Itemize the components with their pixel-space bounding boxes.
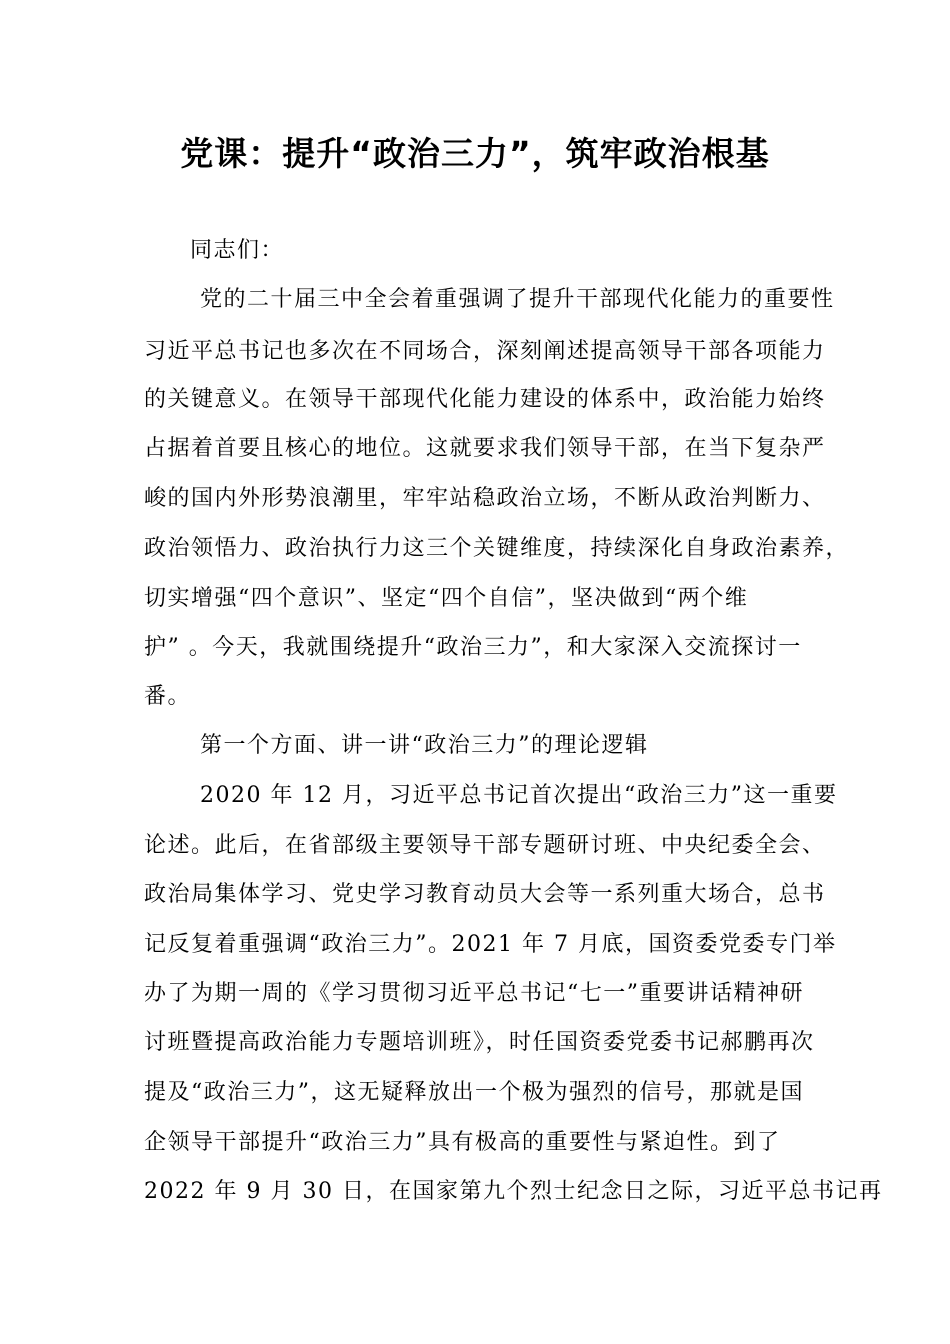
body-line: 提及“政治三力”，这无疑释放出一个极为强烈的信号，那就是国 [144, 1080, 804, 1105]
body-line: 2022 年 9 月 30 日，在国家第九个烈士纪念日之际，习近平总书记再 [144, 1179, 883, 1204]
body-line: 讨班暨提高政治能力专题培训班》，时任国资委党委书记郝鹏再次 [144, 1030, 815, 1055]
body-line: 记反复着重强调“政治三力”。2021 年 7 月底，国资委党委专门举 [144, 932, 837, 957]
body-line: 政治局集体学习、党史学习教育动员大会等一系列重大场合，总书 [144, 882, 826, 907]
body-line: 党的二十届三中全会着重强调了提升干部现代化能力的重要性 [200, 287, 835, 312]
body-line: 切实增强“四个意识”、坚定“四个自信”，坚决做到“两个维 [144, 586, 749, 611]
body-line: 论述。此后，在省部级主要领导干部专题研讨班、中央纪委全会、 [144, 833, 826, 858]
body-line: 番。 [144, 684, 192, 709]
body-line: 政治领悟力、政治执行力这三个关键维度，持续深化自身政治素养， [144, 536, 850, 561]
salutation-line: 同志们： [190, 238, 285, 263]
body-line: 2020 年 12 月，习近平总书记首次提出“政治三力”这一重要 [200, 783, 838, 808]
body-line: 占据着首要且核心的地位。这就要求我们领导干部，在当下复杂严 [144, 436, 826, 461]
body-line: 习近平总书记也多次在不同场合，深刻阐述提高领导干部各项能力 [144, 339, 826, 364]
document-title: 党课：提升“政治三力”，筑牢政治根基 [180, 134, 770, 173]
body-line: 峻的国内外形势浪潮里，牢牢站稳政治立场，不断从政治判断力、 [144, 486, 826, 511]
body-line: 的关键意义。在领导干部现代化能力建设的体系中，政治能力始终 [144, 387, 826, 412]
body-line: 办了为期一周的《学习贯彻习近平总书记“七一”重要讲话精神研 [144, 981, 804, 1006]
body-line: 企领导干部提升“政治三力”具有极高的重要性与紧迫性。到了 [144, 1130, 781, 1155]
body-line: 护” 。今天，我就围绕提升“政治三力”，和大家深入交流探讨一 [144, 635, 802, 660]
section-heading: 第一个方面、讲一讲“政治三力”的理论逻辑 [200, 733, 649, 758]
